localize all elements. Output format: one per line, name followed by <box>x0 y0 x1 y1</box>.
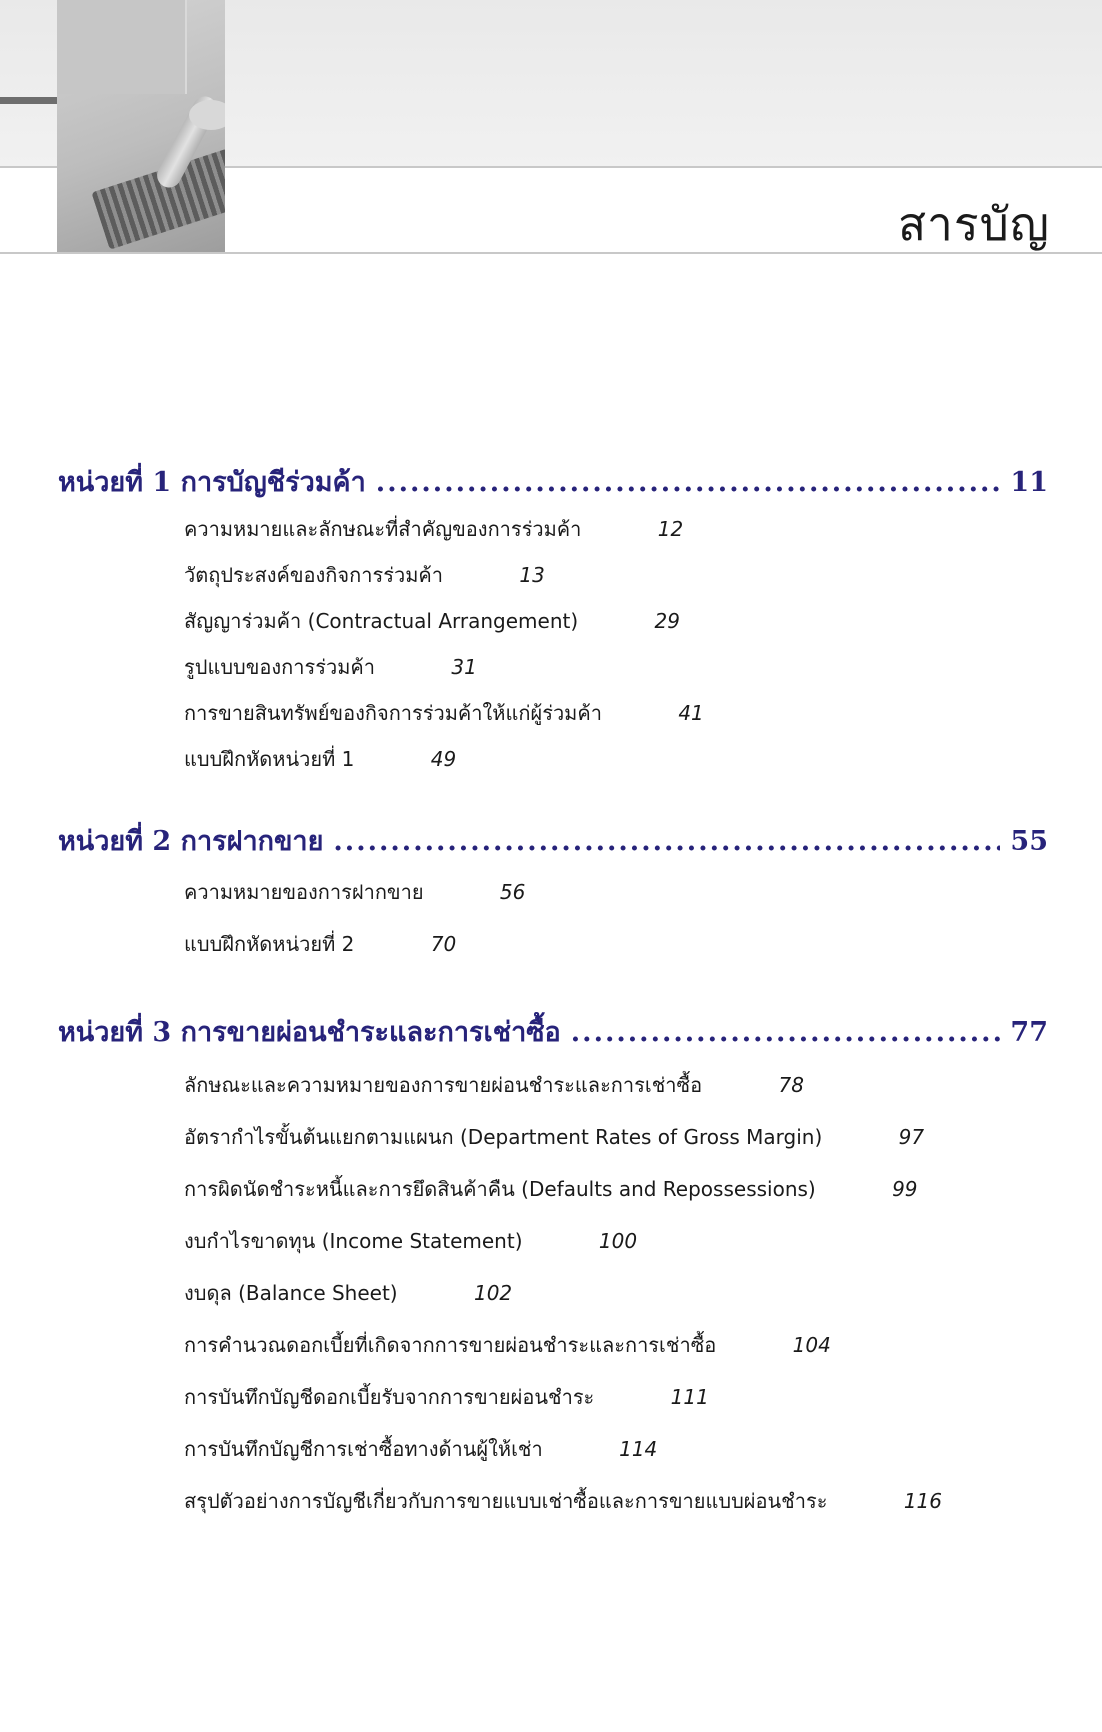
toc-item-label: ความหมายและลักษณะที่สำคัญของการร่วมค้า <box>184 517 582 541</box>
unit-heading: หน่วยที่ 1 การบัญชีร่วมค้า <box>58 467 366 498</box>
toc-item-label: ความหมายของการฝากขาย <box>184 880 424 904</box>
toc-item-page: 13 <box>519 563 545 587</box>
toc-item[interactable] <box>184 1173 1048 1225</box>
toc-item-page: 116 <box>903 1489 943 1513</box>
toc-item[interactable] <box>184 605 1048 651</box>
toc-item[interactable] <box>184 743 1048 789</box>
unit-3-heading-row[interactable] <box>58 1010 1048 1053</box>
toc-item-page: 97 <box>898 1125 925 1149</box>
toc-item-page: 49 <box>430 747 457 771</box>
toc-item[interactable] <box>184 1433 1048 1485</box>
toc-item-page: 41 <box>678 701 704 725</box>
dot-leader <box>376 467 1001 498</box>
toc-item[interactable] <box>184 697 1048 743</box>
unit-2-heading-row[interactable] <box>58 819 1048 862</box>
toc-item-label: การขายสินทรัพย์ของกิจการร่วมค้าให้แก่ผู้ร่วมค้า <box>184 701 602 725</box>
toc-item[interactable] <box>184 1121 1048 1173</box>
toc-item[interactable] <box>184 876 1048 928</box>
unit-2-items <box>58 876 1048 980</box>
toc-item-label: อัตรากำไรขั้นต้นแยกตามแผนก (Department Rates of Gross Margin) <box>184 1125 823 1149</box>
toc-item-page: 31 <box>451 655 477 679</box>
toc-item[interactable] <box>184 559 1048 605</box>
toc-item-page: 29 <box>654 609 680 633</box>
header-photo <box>57 0 225 254</box>
toc-item-label: สัญญาร่วมค้า (Contractual Arrangement) <box>184 609 579 633</box>
toc-item[interactable] <box>184 1381 1048 1433</box>
table-of-contents <box>58 460 1048 1537</box>
photo-light-square <box>57 0 187 94</box>
toc-item-label: งบกำไรขาดทุน (Income Statement) <box>184 1229 523 1253</box>
toc-item-label: วัตถุประสงค์ของกิจการร่วมค้า <box>184 563 443 587</box>
keyboard-image <box>91 146 225 249</box>
toc-item[interactable] <box>184 651 1048 697</box>
page-title: สารบัญ <box>897 197 1050 251</box>
toc-item-label: รูปแบบของการร่วมค้า <box>184 655 376 679</box>
toc-item-label: การบันทึกบัญชีดอกเบี้ยรับจากการขายผ่อนชำระ <box>184 1385 595 1409</box>
unit-1-items <box>58 513 1048 789</box>
unit-1-heading-row[interactable] <box>58 460 1048 503</box>
unit-page-number: 55 <box>1010 826 1048 857</box>
toc-item[interactable] <box>184 513 1048 559</box>
toc-item-label: แบบฝึกหัดหน่วยที่ 1 <box>184 747 355 771</box>
toc-item-page: 100 <box>598 1229 638 1253</box>
dot-leader <box>571 1017 1001 1048</box>
dot-leader <box>333 826 1000 857</box>
unit-page-number: 77 <box>1010 1017 1048 1048</box>
toc-item[interactable] <box>184 1329 1048 1381</box>
unit-heading: หน่วยที่ 2 การฝากขาย <box>58 826 324 857</box>
toc-item[interactable] <box>184 928 1048 980</box>
toc-item-label: แบบฝึกหัดหน่วยที่ 2 <box>184 932 355 956</box>
toc-item-page: 56 <box>499 880 526 904</box>
toc-item-label: สรุปตัวอย่างการบัญชีเกี่ยวกับการขายแบบเช่าซื้อและการขายแบบผ่อนชำระ <box>184 1489 828 1513</box>
toc-item-page: 114 <box>619 1437 658 1461</box>
toc-item-label: การคำนวณดอกเบี้ยที่เกิดจากการขายผ่อนชำระและการเช่าซื้อ <box>184 1333 717 1357</box>
toc-item-page: 104 <box>792 1333 831 1357</box>
toc-item[interactable] <box>184 1069 1048 1121</box>
toc-item-page: 78 <box>778 1073 804 1097</box>
hand-knuckle <box>189 100 225 130</box>
toc-item-page: 12 <box>657 517 684 541</box>
unit-3-items <box>58 1069 1048 1537</box>
toc-item-label: ลักษณะและความหมายของการขายผ่อนชำระและการเช่าซื้อ <box>184 1073 703 1097</box>
toc-item-label: งบดุล (Balance Sheet) <box>184 1281 398 1305</box>
toc-item-label: การผิดนัดชำระหนี้และการยึดสินค้าคืน (Defaults and Repossessions) <box>184 1177 816 1201</box>
toc-item-label: การบันทึกบัญชีการเช่าซื้อทางด้านผู้ให้เช่า <box>184 1437 543 1461</box>
toc-item-page: 102 <box>473 1281 513 1305</box>
unit-heading: หน่วยที่ 3 การขายผ่อนชำระและการเช่าซื้อ <box>58 1017 561 1048</box>
unit-page-number: 11 <box>1010 467 1048 498</box>
toc-item[interactable] <box>184 1277 1048 1329</box>
toc-item-page: 70 <box>430 932 457 956</box>
toc-item-page: 111 <box>670 1385 709 1409</box>
toc-item[interactable] <box>184 1485 1048 1537</box>
toc-item-page: 99 <box>892 1177 918 1201</box>
toc-item[interactable] <box>184 1225 1048 1277</box>
